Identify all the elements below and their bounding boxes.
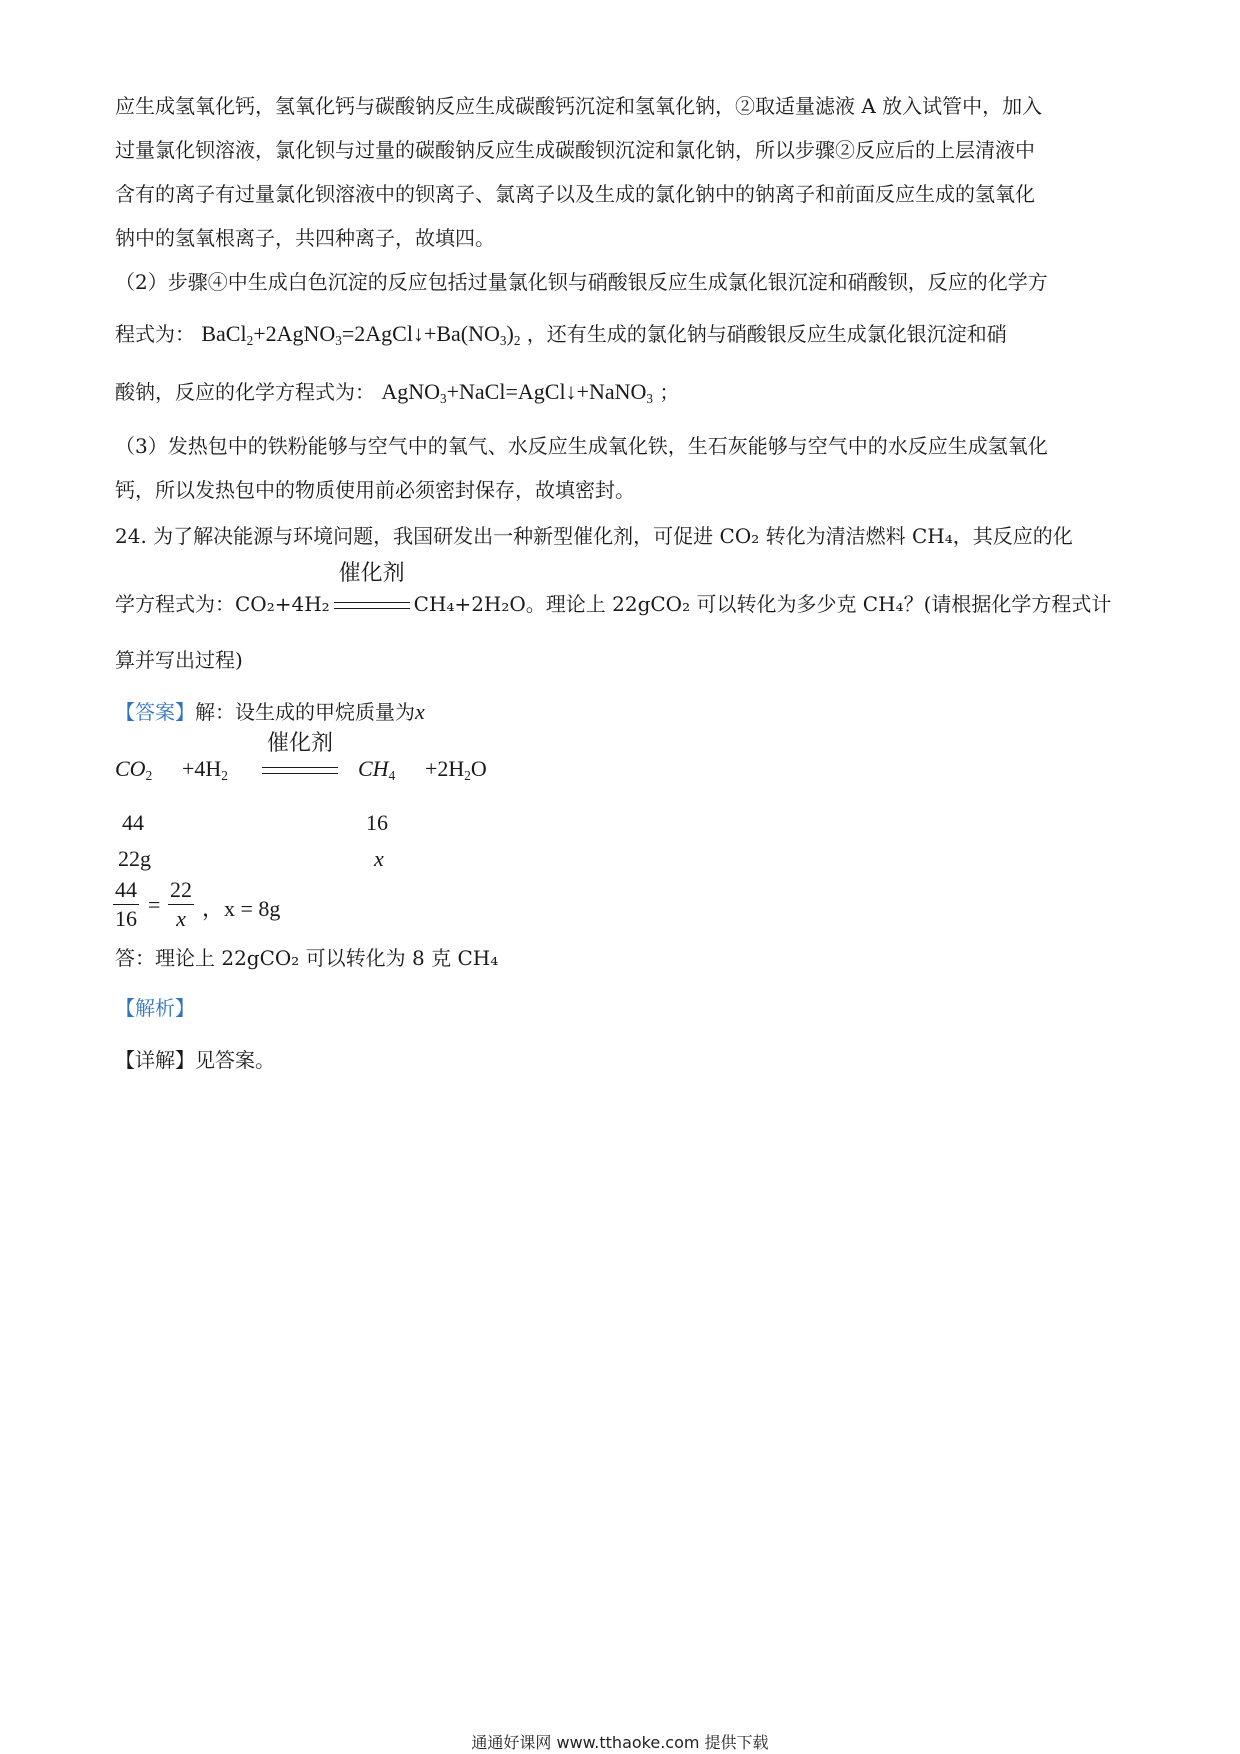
text-line: 含有的离子有过量氯化钡溶液中的钡离子、氯离子以及生成的氯化钠中的钠离子和前面反应生成的氢氧化: [115, 182, 1035, 206]
equals-sign: =: [148, 892, 161, 917]
text-line: 过量氯化钡溶液，氯化钡与过量的碳酸钠反应生成碳酸钡沉淀和氯化钠，所以步骤②反应后的上层清液中: [115, 138, 1035, 162]
text-line: （3）发热包中的铁粉能够与空气中的氧气、水反应生成氧化铁，生石灰能够与空气中的水反应生成氢氧化: [115, 434, 1048, 458]
equation-agno3-nacl: AgNO$_3$+NaCl=AgCl↓+NaNO$_3$: [381, 379, 653, 406]
question-24-line: 算并写出过程): [115, 648, 243, 672]
answer-intro-text: 解：设生成的甲烷质量为: [195, 700, 415, 724]
eq-ch4: $CH_4$: [358, 756, 396, 783]
eq-catalyst-label: 催化剂: [266, 731, 333, 756]
answer-conclusion: 答：理论上 22gCO₂ 可以转化为 8 克 CH₄: [115, 946, 499, 970]
text-line: 应生成氢氧化钙，氢氧化钙与碳酸钠反应生成碳酸钙沉淀和氢氧化钠，②取适量滤液 A 放入试管中，加入: [115, 94, 1043, 118]
analysis-tag: 【解析】: [115, 996, 195, 1020]
text-span: CH₄+2H₂O。理论上 22gCO₂ 可以转化为多少克 CH₄？(请根据化学方程式计: [413, 592, 1112, 616]
mr-ch4: 16: [366, 810, 388, 835]
mass-ch4: x: [374, 846, 384, 871]
eq-h2o: $+2H_2O$: [425, 756, 487, 783]
answer-result: ，x = 8g: [202, 896, 281, 921]
fraction-22-x: $\frac{22}{x}$: [170, 877, 192, 931]
text-line: 钙，所以发热包中的物质使用前必须密封保存，故填密封。: [115, 478, 635, 502]
detail-tag: 【详解】: [115, 1048, 195, 1072]
text-span: ；: [659, 380, 680, 404]
equation-line: [115, 378, 1135, 406]
text-span: 程式为：: [115, 322, 195, 346]
answer-var: x: [415, 699, 425, 724]
detail-line: [115, 1046, 1135, 1074]
catalyst-arrow: [334, 561, 410, 618]
text-span: ，还有生成的氯化钠与硝酸银反应生成氯化银沉淀和硝: [526, 322, 1007, 346]
text-line: （2）步骤④中生成白色沉淀的反应包括过量氯化钡与硝酸银反应生成氯化银沉淀和硝酸钡，反应的化学方: [115, 270, 1048, 294]
footer-watermark: 通通好课网 www.tthaoke.com 提供下载: [471, 1733, 769, 1752]
equation-bacl2-agno3: $BaCl_2+2AgNO_3=2AgCl↓+Ba(NO_3)_2$: [201, 321, 521, 348]
answer-intro: [115, 698, 1135, 726]
question-24-equation-line: [115, 561, 1135, 618]
answer-tag: 【答案】: [115, 700, 195, 724]
text-line: 钠中的氢氧根离子，共四种离子，故填四。: [115, 226, 495, 250]
text-span: 学方程式为：CO₂+4H₂: [115, 592, 330, 616]
question-24-line: 24. 为了解决能源与环境问题，我国研发出一种新型催化剂，可促进 CO₂ 转化为清洁燃料 CH₄，其反应的化: [115, 524, 1073, 548]
mass-co2: 22g: [118, 846, 151, 871]
fraction-44-16: $\frac{44}{16}$: [115, 877, 137, 931]
mr-co2: 44: [122, 810, 144, 835]
equation-line: [115, 320, 1135, 348]
catalyst-label: 催化剂: [338, 561, 405, 586]
detail-text: 见答案。: [195, 1048, 275, 1072]
eq-co2: $CO_2$: [115, 756, 153, 783]
text-span: 酸钠，反应的化学方程式为：: [115, 380, 375, 404]
eq-h2: $+4H_2$: [182, 756, 228, 783]
eq-catalyst-arrow: [262, 731, 338, 782]
